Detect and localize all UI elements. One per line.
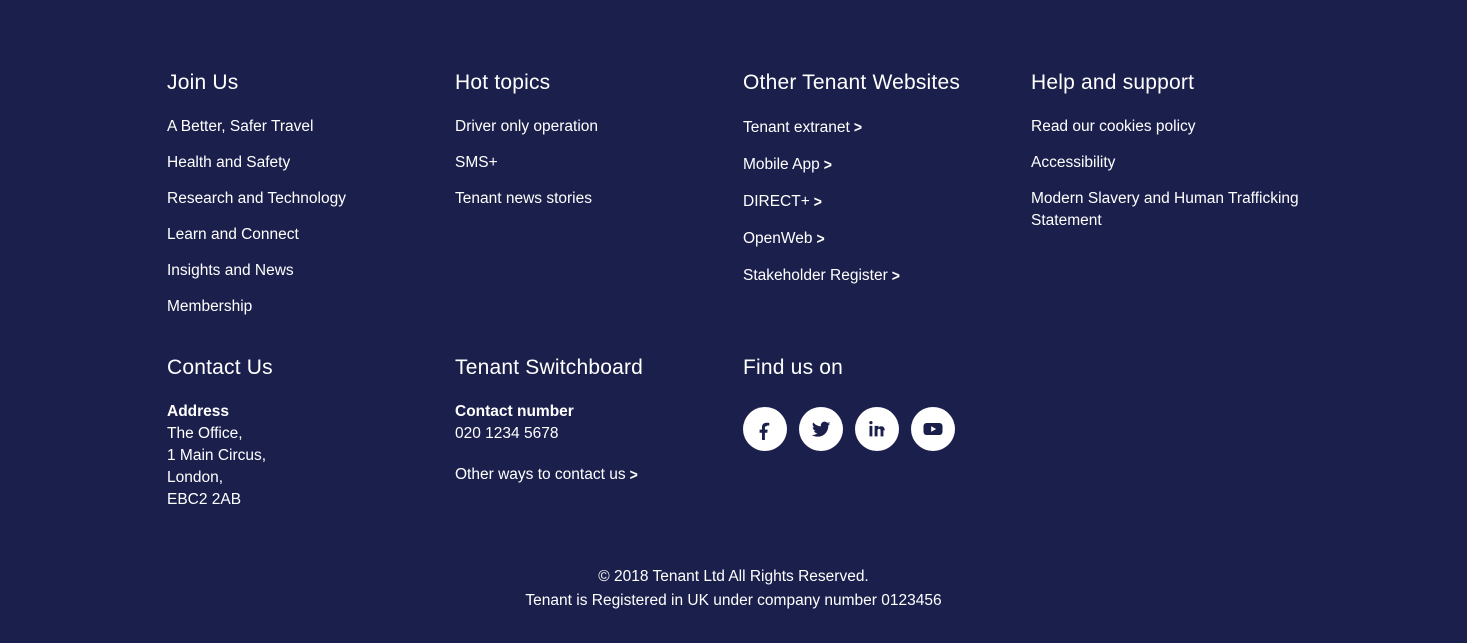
linkedin-icon [866, 418, 888, 440]
footer-legal [0, 565, 1467, 613]
address-line: 1 Main Circus, [167, 447, 267, 464]
list-item [743, 227, 1019, 250]
address-label: Address [167, 403, 230, 420]
link-label: OpenWeb [743, 230, 813, 247]
column-heading-help-and-support: Help and support [1031, 71, 1195, 94]
facebook-icon [754, 418, 776, 440]
column-heading-find-us-on: Find us on [743, 356, 844, 379]
footer-link-tenant-extranet[interactable] [743, 119, 862, 136]
footer-link-tenant-news-stories[interactable]: Tenant news stories [455, 190, 592, 207]
footer-link-accessibility[interactable]: Accessibility [1031, 154, 1116, 171]
link-list-hot-topics [455, 116, 731, 210]
footer-link-membership[interactable]: Membership [167, 298, 253, 315]
contact-number-label: Contact number [455, 403, 574, 420]
list-item [167, 188, 443, 210]
chevron-right-icon: > [853, 117, 863, 137]
chevron-right-icon: > [813, 191, 822, 211]
list-item [167, 116, 443, 138]
link-list-other-tenant-websites [743, 116, 1019, 287]
footer-link-modern-slavery-statement[interactable]: Modern Slavery and Human Trafficking Statement [1031, 190, 1299, 229]
footer-link-driver-only-operation[interactable]: Driver only operation [455, 118, 599, 135]
chevron-right-icon: > [816, 228, 825, 248]
twitter-icon [810, 418, 832, 440]
footer-column-spacer [1031, 355, 1319, 511]
footer-link-mobile-app[interactable] [743, 156, 832, 173]
footer-link-read-our-cookies-policy[interactable]: Read our cookies policy [1031, 118, 1196, 135]
list-item [1031, 152, 1307, 174]
chevron-right-icon: > [629, 464, 638, 484]
footer-link-a-better-safer-travel[interactable]: A Better, Safer Travel [167, 118, 314, 135]
contact-number-value: 020 1234 5678 [455, 425, 559, 442]
social-link-linkedin[interactable] [855, 407, 899, 451]
column-heading-join-us: Join Us [167, 71, 239, 94]
footer-link-direct-plus[interactable] [743, 193, 822, 210]
list-item [1031, 116, 1307, 138]
list-item [743, 264, 1019, 287]
footer-link-learn-and-connect[interactable]: Learn and Connect [167, 226, 299, 243]
list-item [455, 152, 731, 174]
social-link-twitter[interactable] [799, 407, 843, 451]
column-heading-other-tenant-websites: Other Tenant Websites [743, 71, 961, 94]
footer-link-insights-and-news[interactable]: Insights and News [167, 262, 294, 279]
list-item [167, 260, 443, 282]
footer-link-columns [167, 70, 1387, 332]
list-item [743, 116, 1019, 139]
footer-link-research-and-technology[interactable]: Research and Technology [167, 190, 346, 207]
link-label: Stakeholder Register [743, 267, 888, 284]
column-heading-hot-topics: Hot topics [455, 71, 551, 94]
address-line: EBC2 2AB [167, 491, 242, 508]
link-label: Tenant extranet [743, 119, 850, 136]
footer-column-help-and-support [1031, 70, 1319, 332]
chevron-right-icon: > [823, 154, 832, 174]
footer-link-openweb[interactable] [743, 230, 825, 247]
footer-link-other-ways-to-contact-us[interactable] [455, 466, 638, 483]
social-link-youtube[interactable] [911, 407, 955, 451]
footer-column-switchboard [455, 355, 743, 511]
footer-column-hot-topics [455, 70, 743, 332]
link-label: Mobile App [743, 156, 820, 173]
list-item [743, 153, 1019, 176]
link-list-help-and-support [1031, 116, 1307, 232]
copyright-line: © 2018 Tenant Ltd All Rights Reserved. [598, 568, 869, 585]
registration-line: Tenant is Registered in UK under company number 0123456 [525, 592, 942, 609]
column-heading-switchboard: Tenant Switchboard [455, 356, 644, 379]
footer-column-social [743, 355, 1031, 511]
list-item [1031, 188, 1307, 232]
address-line: The Office, [167, 425, 243, 442]
list-item [743, 190, 1019, 213]
footer-link-health-and-safety[interactable]: Health and Safety [167, 154, 291, 171]
footer-column-contact-us [167, 355, 455, 511]
link-label: Other ways to contact us [455, 466, 626, 483]
list-item [167, 224, 443, 246]
footer-link-stakeholder-register[interactable] [743, 267, 900, 284]
footer-link-sms-plus[interactable]: SMS+ [455, 154, 498, 171]
address-line: London, [167, 469, 224, 486]
column-heading-contact-us: Contact Us [167, 356, 273, 379]
footer-column-join-us [167, 70, 455, 332]
list-item [455, 116, 731, 138]
social-links [743, 407, 1019, 451]
social-link-facebook[interactable] [743, 407, 787, 451]
footer-column-other-tenant-websites [743, 70, 1031, 332]
link-label: DIRECT+ [743, 193, 810, 210]
list-item [455, 188, 731, 210]
link-list-join-us [167, 116, 443, 318]
youtube-icon [921, 417, 945, 441]
list-item [167, 152, 443, 174]
list-item [167, 296, 443, 318]
chevron-right-icon: > [891, 265, 900, 285]
footer-contact-row [167, 355, 1387, 511]
